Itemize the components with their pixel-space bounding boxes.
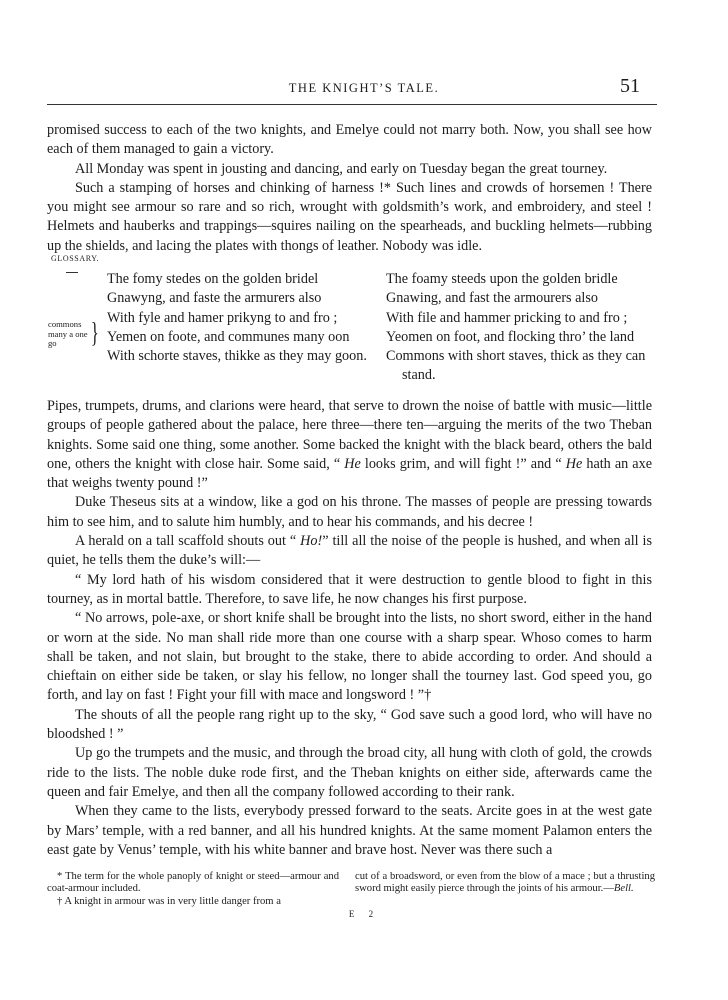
glossary-note: commons many a one go [48,319,88,349]
glossary-dash [66,272,78,273]
paragraph: “ My lord hath of his wisdom considered that it were destruction to gentle blood to fight in this tourney, as in mortal battle. Therefore, to save life, he now changes his first purpose. [47,571,652,607]
verse-line: Gnawing, and fast the armourers also [386,290,598,307]
footnotes-left [47,871,339,908]
glossary-label: GLOSSARY. [51,254,100,263]
paragraph: The shouts of all the people rang right up to the sky, “ God save such a good lord, who will have no bloodshed ! ” [47,706,652,743]
verse-modern-english [386,270,656,386]
page-number: 51 [620,75,640,97]
top-paragraphs [47,121,652,256]
verse-line: With file and hammer pricking to and fro ; [386,309,628,326]
verse-line: Commons with short staves, thick as they can [386,348,646,365]
paragraph: A herald on a tall scaffold shouts out “ Ho!” till all the noise of the people is hushed, and when all is quiet, he tells them the duke’s will:— [47,533,653,569]
paragraph: promised success to each of the two knights, and Emelye could not marry both. Now, you shall see how each of them managed to gain a victory. [47,122,652,158]
header-rule [47,104,657,105]
verse-line: Yemen on foote, and communes many oon [107,328,350,345]
footnote-source: Bell. [613,883,634,895]
verse-line: The foamy steeds upon the golden bridle [386,271,618,287]
footnote-continuation: cut of a broadsword, or even from the blow of a mace ; but a thrusting sword might easily pierce through the joints of his armour.—Bell. [355,871,655,895]
footnote: * The term for the whole panoply of knight or steed—armour and coat-armour included. [47,871,339,895]
bottom-paragraphs [47,397,652,860]
verse-line: Gnawyng, and faste the armurers also [107,290,322,307]
verse-line: Yeomen on foot, and flocking thro’ the land [386,328,635,345]
paragraph: When they came to the lists, everybody pressed forward to the seats. Arcite goes in at the west gate by Mars’ temple, with a red banner, and all his hundred knights. At the same moment Palamon enters the east gate by Venus’ temple, with his white banner and brave host. Never was there such a [47,803,652,858]
verse-line: stand. [402,367,436,384]
paragraph: “ No arrows, pole-axe, or short knife shall be brought into the lists, no short sword, either in the hand or worn at the side. No man shall ride more than one course with a sharp spear. Whoso comes to harm shall be taken, and not slain, but brought to the stake, there to abide according to order. And should a chieftain on either side be taken, or slay his fellow, no longer shall the tourney last. God speed you, go forth, and lay on fast ! Fight your fill with mace and longsword ! ”† [47,610,652,704]
printer-signature: E 2 [348,909,380,919]
verse-line: With fyle and hamer prikyng to and fro ; [107,309,338,326]
footnotes-right [355,871,655,896]
verse-line: With schorte staves, thikke as they may goon. [107,348,367,365]
paragraph: Up go the trumpets and the music, and through the broad city, all hung with cloth of gold, the crowds ride to the lists. The noble duke rode first, and the Theban knights on either side, afterwards came the queen and fair Emelye, and then all the company followed according to their rank. [47,745,652,800]
verse-old-english [107,270,382,366]
verse-line: The fomy stedes on the golden bridel [107,271,319,287]
paragraph: All Monday was spent in jousting and dancing, and early on Tuesday began the great tourney. [75,160,608,177]
paragraph: Such a stamping of horses and chinking of harness !* Such lines and crowds of horsemen ! There you might see armour so rare and so rich, wrought with goldsmith’s work, and embroidery, and steel ! Helmets and hauberks and trappings—squires nailing on the spearheads, and buckling helmets—rubbing up the shields, and lacing the plates with thongs of leather. Nobody was idle. [47,179,652,254]
footnote: † A knight in armour was in very little danger from a [57,895,281,907]
page-header-title: THE KNIGHT’S TALE. [288,81,440,95]
paragraph: Duke Theseus sits at a window, like a god on his throne. The masses of people are pressing towards him to see him, and to salute him humbly, and to hear his commands, and his decree ! [47,494,652,530]
paragraph: Pipes, trumpets, drums, and clarions were heard, that serve to drown the noise of battle with music—little groups of people gathered about the palace, here three—there ten—arguing the merits of the two Theban knights. Some said one thing, some another. Some backed the knight with the black beard, others the bald one, others the knight with close hair. Some said, “ He looks grim, and will fight !” and “ He hath an axe that weighs twenty pound !” [47,398,652,492]
glossary-brace: } [90,318,99,349]
